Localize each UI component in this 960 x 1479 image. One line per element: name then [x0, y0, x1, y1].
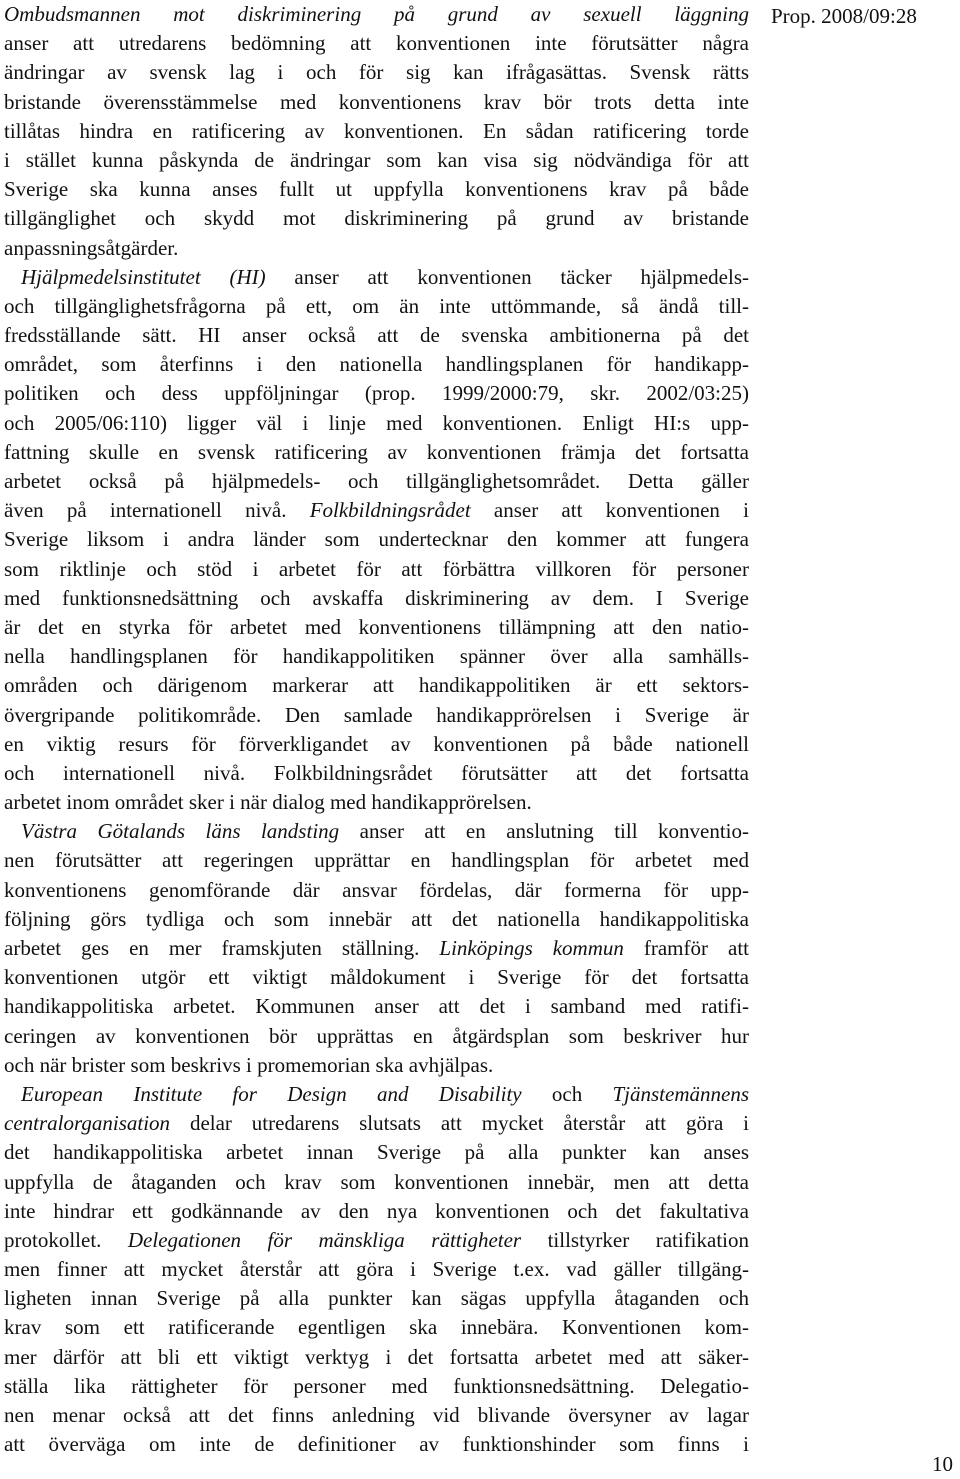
text-segment: en viktig resurs för förverkligandet av konventionen på både nationell	[4, 731, 749, 756]
italic-text: European Institute for Design and Disability	[21, 1081, 522, 1106]
text-segment: Sverige ska kunna anses fullt ut uppfylla konventionens krav på både	[4, 177, 749, 202]
text-segment: är det en styrka för arbetet med konventionens tillämpning att den natio-	[4, 614, 749, 639]
text-line	[4, 1401, 749, 1430]
text-line	[4, 876, 749, 905]
text-segment: ställa lika rättigheter för personer med funktionsnedsättning. Delegatio-	[4, 1373, 749, 1398]
text-segment: mer därför att bli ett viktigt verktyg i det fortsatta arbetet med att säker-	[4, 1344, 749, 1369]
text-segment: följning görs tydliga och som innebär att det nationella handikappolitiska	[4, 906, 749, 931]
text-segment: nen menar också att det finns anledning vid blivande översyner av lagar	[4, 1403, 749, 1427]
text-segment: konventionens genomförande där ansvar fördelas, där formerna för upp-	[4, 877, 749, 902]
text-segment: bristande överensstämmelse med konventionens krav bör trots detta inte	[4, 89, 749, 114]
text-segment: anpassningsåtgärder.	[4, 235, 179, 260]
text-segment: fredsställande sätt. HI anser också att de svenska ambitionerna på det	[4, 323, 749, 348]
text-line	[4, 1372, 749, 1401]
text-segment: det handikappolitiska arbetet innan Sverige på alla punkter kan anses	[4, 1140, 749, 1165]
text-line	[4, 613, 749, 642]
text-line	[4, 1430, 749, 1459]
text-line	[4, 1197, 749, 1226]
text-segment: arbetet inom området sker i när dialog med handikapprörelsen.	[4, 790, 532, 815]
text-line	[4, 117, 749, 146]
text-line	[4, 1168, 749, 1197]
text-segment: områden och därigenom markerar att handikappolitiken är ett sektors-	[4, 673, 749, 698]
text-segment: Sverige liksom i andra länder som undertecknar den kommer att fungera	[4, 527, 749, 552]
italic-text: Delegationen för mänskliga rättigheter	[127, 1227, 522, 1252]
text-segment: anser att konventionen i	[470, 498, 749, 523]
text-line	[4, 292, 749, 321]
text-segment: tillstyrker ratifikation	[521, 1227, 750, 1252]
text-line	[4, 1313, 749, 1342]
text-segment: och internationell nivå. Folkbildningsrådet förutsätter att det fortsatta	[4, 760, 749, 785]
text-segment: med funktionsnedsättning och avskaffa diskriminering av dem. I Sverige	[4, 585, 749, 610]
text-line	[4, 1022, 749, 1051]
italic-text: Linköpings kommun	[439, 936, 624, 960]
text-line	[4, 467, 749, 496]
text-segment: anser att en anslutning till konventio-	[339, 819, 749, 844]
text-line	[4, 671, 749, 700]
text-segment: inte hindrar ett godkännande av den nya konventionen och det fakultativa	[4, 1198, 749, 1223]
text-line	[4, 1284, 749, 1313]
text-segment: arbetet också på hjälpmedels- och tillgänglighetsområdet. Detta gäller	[4, 469, 749, 493]
text-segment: nen förutsätter att regeringen upprättar en handlingsplan för arbetet med	[4, 848, 749, 873]
text-segment: även på internationell nivå.	[4, 498, 310, 523]
text-line	[4, 555, 749, 584]
text-segment: och 2005/06:110) ligger väl i linje med konventionen. Enligt HI:s upp-	[4, 410, 749, 435]
text-line	[4, 788, 749, 817]
text-segment: och	[521, 1081, 613, 1106]
text-segment: uppfylla de åtaganden och krav som konventionen innebär, men att detta	[4, 1169, 749, 1194]
text-segment: nella handlingsplanen för handikappolitiken spänner över alla samhälls-	[4, 644, 749, 669]
text-segment: delar utredarens slutsats att mycket återstår att göra i	[170, 1111, 749, 1136]
text-line	[4, 438, 749, 467]
text-line	[4, 263, 749, 292]
text-line	[4, 1343, 749, 1372]
text-line	[4, 234, 749, 263]
text-line	[4, 963, 749, 992]
italic-text: Ombudsmannen mot diskriminering på grund av sexuell läggning	[4, 2, 749, 26]
text-line	[4, 730, 749, 759]
text-segment: ceringen av konventionen bör upprättas en åtgärdsplan som beskriver hur	[4, 1023, 749, 1048]
text-segment: ligheten innan Sverige på alla punkter kan sägas uppfylla åtaganden och	[4, 1286, 749, 1311]
text-segment: i stället kunna påskynda de ändringar som kan visa sig nödvändiga för att	[4, 147, 749, 172]
text-line	[4, 846, 749, 875]
text-segment: tillgänglighet och skydd mot diskriminering på grund av bristande	[4, 206, 749, 231]
text-segment: framför att	[623, 936, 749, 960]
text-line	[4, 29, 749, 58]
text-line	[4, 584, 749, 613]
text-segment: fattning skulle en svensk ratificering av konventionen främja det fortsatta	[4, 439, 749, 464]
text-line	[4, 1109, 749, 1138]
text-line	[4, 321, 749, 350]
text-segment: och när brister som beskrivs i promemorian ska avhjälpas.	[4, 1052, 494, 1077]
text-line	[4, 0, 749, 29]
text-line	[4, 146, 749, 175]
text-line	[4, 1255, 749, 1284]
text-line	[4, 905, 749, 934]
text-segment: området, som återfinns i den nationella handlingsplanen för handikapp-	[4, 352, 749, 377]
text-segment: som riktlinje och stöd i arbetet för att förbättra villkoren för personer	[4, 556, 749, 581]
text-segment: övergripande politikområde. Den samlade handikapprörelsen i Sverige är	[4, 702, 749, 727]
text-line	[4, 1051, 749, 1080]
text-segment: protokollet.	[4, 1227, 128, 1252]
text-line	[4, 817, 749, 846]
text-line	[4, 525, 749, 554]
page-reference: Prop. 2008/09:28	[771, 4, 917, 28]
text-line	[4, 1080, 749, 1109]
text-line	[4, 992, 749, 1021]
text-segment: handikappolitiska arbetet. Kommunen anser att det i samband med ratifi-	[4, 994, 749, 1019]
text-segment: och tillgänglighetsfrågorna på ett, om än inte uttömmande, så ändå till-	[4, 293, 749, 318]
text-segment: att överväga om inte de definitioner av funktionshinder som finns i	[4, 1432, 749, 1457]
text-line	[4, 1138, 749, 1167]
text-segment: politiken och dess uppföljningar (prop. 1999/2000:79, skr. 2002/03:25)	[4, 381, 749, 406]
text-segment: tillåtas hindra en ratificering av konventionen. En sådan ratificering torde	[4, 118, 749, 143]
text-line	[4, 58, 749, 87]
text-line	[4, 701, 749, 730]
text-line	[4, 642, 749, 671]
text-line	[4, 175, 749, 204]
text-line	[4, 409, 749, 438]
text-line	[4, 204, 749, 233]
page-number: 10	[932, 1452, 953, 1476]
text-segment: krav som ett ratificerande egentligen ska innebära. Konventionen kom-	[4, 1315, 749, 1340]
body-text	[4, 0, 749, 1459]
text-line	[4, 934, 749, 963]
italic-text: Hjälpmedelsinstitutet (HI)	[21, 264, 266, 289]
text-segment: ändringar av svensk lag i och för sig kan ifrågasättas. Svensk rätts	[4, 60, 749, 85]
italic-text: Tjänstemännens	[612, 1081, 749, 1106]
text-segment: konventionen utgör ett viktigt måldokument i Sverige för det fortsatta	[4, 965, 749, 990]
italic-text: centralorganisation	[4, 1111, 171, 1136]
text-segment: arbetet ges en mer framskjuten ställning.	[4, 936, 440, 960]
text-segment: anser att utredarens bedömning att konventionen inte förutsätter några	[4, 31, 749, 56]
italic-text: Folkbildningsrådet	[309, 498, 471, 523]
text-line	[4, 496, 749, 525]
text-line	[4, 379, 749, 408]
text-segment: men finner att mycket återstår att göra i Sverige t.ex. vad gäller tillgäng-	[4, 1257, 749, 1282]
text-line	[4, 1226, 749, 1255]
text-line	[4, 759, 749, 788]
text-segment: anser att konventionen täcker hjälpmedels-	[265, 264, 749, 289]
text-line	[4, 88, 749, 117]
text-line	[4, 350, 749, 379]
italic-text: Västra Götalands läns landsting	[21, 819, 340, 844]
